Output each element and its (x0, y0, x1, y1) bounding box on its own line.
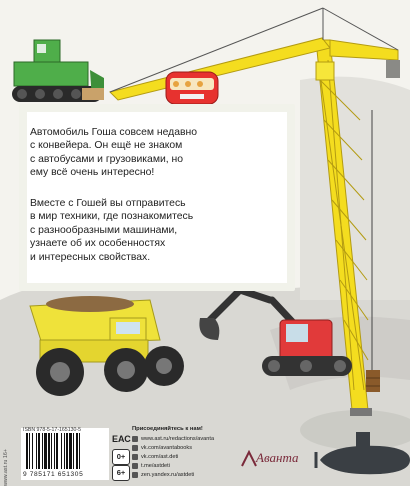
zen-icon (132, 472, 138, 478)
description-paragraph-1 (30, 126, 292, 180)
social-link-text: vk.com/ast.deti (141, 453, 179, 460)
paragraph-line: Автомобиль Гоша совсем недавно (30, 127, 198, 138)
social-heading: Присоединяйтесь к нам! (132, 426, 203, 432)
age-rating-alt-badge: 6+ (112, 465, 130, 481)
telegram-icon (132, 463, 138, 469)
social-link-text: www.ast.ru/redactions/avanta (141, 435, 215, 442)
social-link-text: vk.com/avantabooks (141, 444, 192, 451)
barcode-icon (24, 433, 106, 471)
isbn-text: ISBN 978-5-17-165130-5 (23, 427, 81, 433)
age-rating-badge: 0+ (112, 449, 130, 465)
social-link-text: t.me/astdeti (141, 462, 170, 469)
description-paragraph-2 (30, 197, 292, 264)
barcode-digits: 9 785171 651305 (23, 471, 84, 478)
paragraph-line: с автобусами и грузовиками, но (30, 153, 184, 165)
social-link-text: zen.yandex.ru/astdeti (141, 471, 195, 478)
paragraph-line: с разнообразными машинами, (30, 224, 178, 236)
globe-icon (132, 436, 138, 442)
paragraph-line: в мир техники, где познакомитесь (30, 211, 194, 223)
paragraph-line: узнаете об их особенностях (30, 238, 166, 250)
side-label: www.ast.ru 16+ (3, 448, 9, 486)
social-link-zen[interactable] (132, 470, 272, 479)
eac-mark: ЕАС (112, 434, 131, 444)
paragraph-line: Вместе с Гошей вы отправитесь (30, 198, 186, 209)
paragraph-line: с конвейера. Он ещё не знаком (30, 140, 183, 152)
paragraph-line: ему всё очень интересно! (30, 167, 155, 179)
paragraph-line: и интересных свойствах. (30, 251, 151, 263)
vk-icon (132, 445, 138, 451)
social-link-website[interactable] (132, 434, 272, 443)
publisher-logo: Аванта (256, 450, 299, 465)
vk-icon (132, 454, 138, 460)
